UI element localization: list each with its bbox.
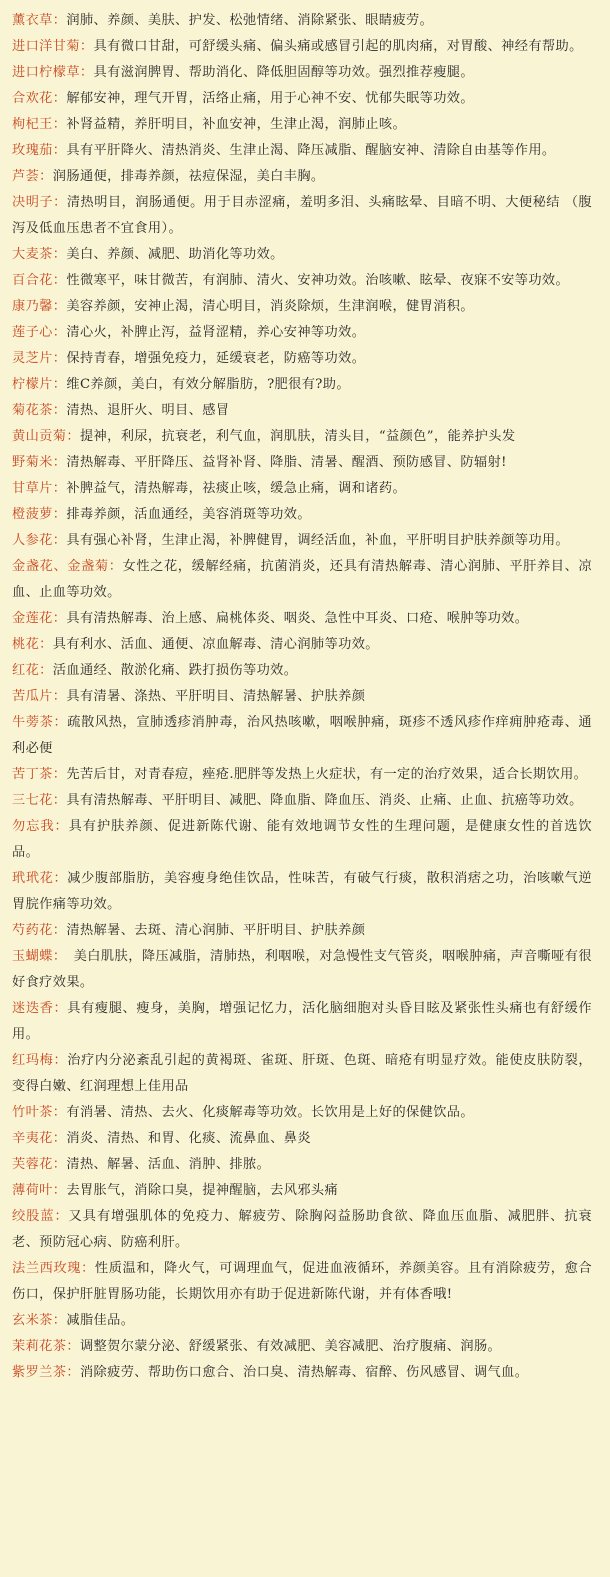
list-item xyxy=(12,1204,592,1256)
herb-name: 桃花： xyxy=(12,637,53,652)
herb-name: 红玛梅： xyxy=(12,1053,68,1068)
herb-description: 保持青春，增强免疫力，延缓衰老，防癌等功效。 xyxy=(66,351,366,366)
herb-description: 维C养颜，美白，有效分解脂肪，?肥很有?助。 xyxy=(66,377,350,392)
herb-description: 美白、养颜、减肥、助消化等功效。 xyxy=(66,247,284,262)
herb-description: 有消暑、清热、去火、化痰解毒等功效。长饮用是上好的保健饮品。 xyxy=(66,1105,474,1120)
herb-description: 性微寒平，味甘微苦，有润肺、清火、安神功效。治咳嗽、眩晕、夜寐不安等功效。 xyxy=(66,273,570,288)
herb-name: 辛夷花： xyxy=(12,1131,67,1146)
herb-name: 金盏花、金盏菊： xyxy=(12,559,123,574)
list-item xyxy=(12,996,592,1048)
list-item xyxy=(12,242,592,268)
herb-description: 具有强心补肾，生津止渴，补脾健胃，调经活血，补血，平肝明目护肤养颜等功用。 xyxy=(66,533,570,548)
herb-name: 百合花： xyxy=(12,273,67,288)
herb-name: 合欢花： xyxy=(12,91,67,106)
herb-description: 具有滋润脾胃、帮助消化、降低胆固醇等功效。强烈推荐瘦腿。 xyxy=(93,65,474,80)
herb-description: 活血通经、散淤化痛、跌打损伤等功效。 xyxy=(52,663,298,678)
herb-description: 清心火，补脾止泻，益肾涩精，养心安神等功效。 xyxy=(66,325,366,340)
herb-name: 柠檬片： xyxy=(12,377,67,392)
list-item xyxy=(12,1334,592,1360)
list-item xyxy=(12,190,592,242)
list-item xyxy=(12,138,592,164)
list-item xyxy=(12,34,592,60)
herb-description: 又具有增强肌体的免疫力、解疲劳、除胸闷益肠助食欲、降血压血脂、减肥胖、抗衰老、预防冠心病、防癌利肝。 xyxy=(12,1209,592,1250)
list-item xyxy=(12,294,592,320)
list-item xyxy=(12,632,592,658)
herb-name: 三七花： xyxy=(12,793,67,808)
list-item xyxy=(12,86,592,112)
list-item xyxy=(12,1048,592,1100)
herb-name: 苦丁茶： xyxy=(12,767,67,782)
herb-description: 消炎、清热、和胃、化痰、流鼻血、鼻炎 xyxy=(66,1131,311,1146)
herb-name: 紫罗兰茶： xyxy=(12,1365,80,1380)
herb-description: 具有护肤养颜、促进新陈代谢、能有效地调节女性的生理问题，是健康女性的首选饮品。 xyxy=(12,819,592,860)
herb-description: 具有微口甘甜，可舒缓头痛、偏头痛或感冒引起的肌肉痛，对胃酸、神经有帮助。 xyxy=(93,39,583,54)
list-item xyxy=(12,424,592,450)
list-item xyxy=(12,658,592,684)
herb-name: 玫瑰茄： xyxy=(12,143,67,158)
herb-description: 补肾益精，养肝明目，补血安神，生津止渴，润肺止咳。 xyxy=(66,117,407,132)
list-item xyxy=(12,762,592,788)
herb-description: 清热、退肝火、明目、感冒 xyxy=(66,403,230,418)
herb-description: 减脂佳品。 xyxy=(66,1313,135,1328)
list-item xyxy=(12,1178,592,1204)
herb-name: 芙蓉花： xyxy=(12,1157,67,1172)
list-item xyxy=(12,554,592,606)
list-item xyxy=(12,1100,592,1126)
herb-name: 莲子心： xyxy=(12,325,67,340)
herb-description: 具有平肝降火、清热消炎、生津止渴、降压减脂、醒脑安神、清除自由基等作用。 xyxy=(66,143,556,158)
herb-description: 去胃胀气，消除口臭，提神醒脑，去风邪头痛 xyxy=(66,1183,339,1198)
herb-description: 先苦后甘，对青春痘，痤疮.肥胖等发热上火症状，有一定的治疗效果，适合长期饮用。 xyxy=(66,767,588,782)
list-item xyxy=(12,684,592,710)
herb-name: 竹叶茶： xyxy=(12,1105,67,1120)
herb-name: 金莲花： xyxy=(12,611,67,626)
herb-description: 补脾益气，清热解毒，祛痰止咳，缓急止痛，调和诸药。 xyxy=(66,481,407,496)
list-item xyxy=(12,1256,592,1308)
list-item xyxy=(12,268,592,294)
herb-description: 清热解暑、去斑、清心润肺、平肝明目、护肤养颜 xyxy=(66,923,366,938)
herb-description: 疏散风热，宣肺透疹消肿毒，治风热咳嗽，咽喉肿痛，斑疹不透风疹作痒痈肿疮毒、通利必便 xyxy=(12,715,592,756)
list-item xyxy=(12,112,592,138)
herb-name: 玳玳花： xyxy=(12,871,68,886)
list-item xyxy=(12,476,592,502)
list-item xyxy=(12,502,592,528)
herb-name: 牛蒡茶： xyxy=(12,715,68,730)
herb-description: 清热、解暑、活血、消肿、排脓。 xyxy=(66,1157,271,1172)
herb-name: 灵芝片： xyxy=(12,351,67,366)
list-item xyxy=(12,372,592,398)
list-item xyxy=(12,788,592,814)
list-item xyxy=(12,944,592,996)
herb-name: 菊花茶： xyxy=(12,403,67,418)
herb-description: 清热解毒、平肝降压、益肾补肾、降脂、清暑、醒酒、预防感冒、防辐射! xyxy=(66,455,507,470)
herb-name: 玉蝴蝶： xyxy=(12,949,60,964)
herb-name: 进口洋甘菊： xyxy=(12,39,94,54)
herb-description: 调整贺尔蒙分泌、舒缓紧张、有效减肥、美容减肥、治疗腹痛、润肠。 xyxy=(79,1339,502,1354)
herb-name: 法兰西玫瑰： xyxy=(12,1261,95,1276)
list-item xyxy=(12,606,592,632)
list-item xyxy=(12,1152,592,1178)
herb-name: 芍药花： xyxy=(12,923,67,938)
list-item xyxy=(12,866,592,918)
herb-name: 薄荷叶： xyxy=(12,1183,67,1198)
herb-description: 润肺、养颜、美肤、护发、松弛情绪、消除紧张、眼睛疲劳。 xyxy=(66,13,434,28)
list-item xyxy=(12,710,592,762)
herb-name: 黄山贡菊： xyxy=(12,429,80,444)
list-item xyxy=(12,346,592,372)
herb-name: 红花： xyxy=(12,663,53,678)
herb-description: 具有清热解毒、平肝明目、减肥、降血脂、降血压、消炎、止痛、止血、抗癌等功效。 xyxy=(66,793,583,808)
list-item xyxy=(12,1308,592,1334)
herb-name: 绞股蓝： xyxy=(12,1209,69,1224)
herb-description: 具有清热解毒、治上感、扁桃体炎、咽炎、急性中耳炎、口疮、喉肿等功效。 xyxy=(66,611,529,626)
herb-name: 大麦茶： xyxy=(12,247,67,262)
herb-description: 具有瘦腿、瘦身，美胸，增强记忆力，活化脑细胞对头昏目眩及紧张性头痛也有舒缓作用。 xyxy=(12,1001,592,1042)
herb-description: 排毒养颜，活血通经，美容消斑等功效。 xyxy=(66,507,311,522)
herb-description: 治疗内分泌紊乱引起的黄褐斑、雀斑、肝斑、色斑、暗疮有明显疗效。能使皮肤防裂，变得白嫩、红润理想上佳用品 xyxy=(12,1053,592,1094)
herb-name: 枸杞王： xyxy=(12,117,67,132)
herb-name: 玄米茶： xyxy=(12,1313,67,1328)
herb-description: 清热明目，润肠通便。用于目赤涩痛，羞明多泪、头痛眩晕、目暗不明、大便秘结 （腹泻及低血压患者不宜食用）。 xyxy=(12,195,592,236)
list-item xyxy=(12,8,592,34)
herb-description: 消除疲劳、帮助伤口愈合、治口臭、清热解毒、宿醉、伤风感冒、调气血。 xyxy=(79,1365,529,1380)
list-item xyxy=(12,918,592,944)
list-item xyxy=(12,398,592,424)
herb-description: 性质温和，降火气，可调理血气，促进血液循环，养颜美容。且有消除疲劳，愈合伤口，保护肝脏胃肠功能，长期饮用亦有助于促进新陈代谢，并有体香哦! xyxy=(12,1261,592,1302)
herb-name: 薰衣草： xyxy=(12,13,67,28)
list-item xyxy=(12,1126,592,1152)
herb-name: 甘草片： xyxy=(12,481,67,496)
herb-name: 人参花： xyxy=(12,533,67,548)
herb-description: 美容养颜，安神止渴，清心明目，消炎除烦，生津润喉，健胃消积。 xyxy=(66,299,474,314)
herb-description: 提神，利尿，抗衰老，利气血，润肌肤，清头目，“益颜色”，能养护头发 xyxy=(79,429,516,444)
list-item xyxy=(12,528,592,554)
list-item xyxy=(12,1360,592,1386)
herb-name: 茉莉花茶： xyxy=(12,1339,80,1354)
herb-description: 解郁安神，理气开胃，活络止痛，用于心神不安、忧郁失眠等功效。 xyxy=(66,91,474,106)
herb-description: 具有利水、活血、通便、凉血解毒、清心润肺等功效。 xyxy=(52,637,379,652)
herb-name: 决明子： xyxy=(12,195,67,210)
herb-description: 女性之花，缓解经痛，抗菌消炎，还具有清热解毒、清心润肺、平肝养目、凉血、止血等功效。 xyxy=(12,559,592,600)
herb-name: 迷迭香： xyxy=(12,1001,68,1016)
herb-description: 减少腹部脂肪，美容瘦身绝佳饮品，性味苦，有破气行痰，散积消痞之功，治咳嗽气逆胃脘作痛等功效。 xyxy=(12,871,592,912)
herb-name: 勿忘我： xyxy=(12,819,69,834)
herb-description: 美白肌肤，降压减脂，清肺热，利咽喉，对急慢性支气管炎，咽喉肿痛，声音嘶哑有很好食疗效果。 xyxy=(12,949,592,990)
list-item xyxy=(12,450,592,476)
herb-name: 橙菠萝： xyxy=(12,507,67,522)
herb-name: 进口柠檬草： xyxy=(12,65,94,80)
herb-name: 苦瓜片： xyxy=(12,689,67,704)
herb-name: 芦荟： xyxy=(12,169,53,184)
list-item xyxy=(12,320,592,346)
list-item xyxy=(12,60,592,86)
list-item xyxy=(12,164,592,190)
herb-description: 润肠通便，排毒养颜，祛痘保湿，美白丰胸。 xyxy=(52,169,325,184)
herb-description: 具有清暑、涤热、平肝明目、清热解暑、护肤养颜 xyxy=(66,689,366,704)
herb-name: 康乃馨： xyxy=(12,299,67,314)
list-item xyxy=(12,814,592,866)
herb-name: 野菊米： xyxy=(12,455,67,470)
